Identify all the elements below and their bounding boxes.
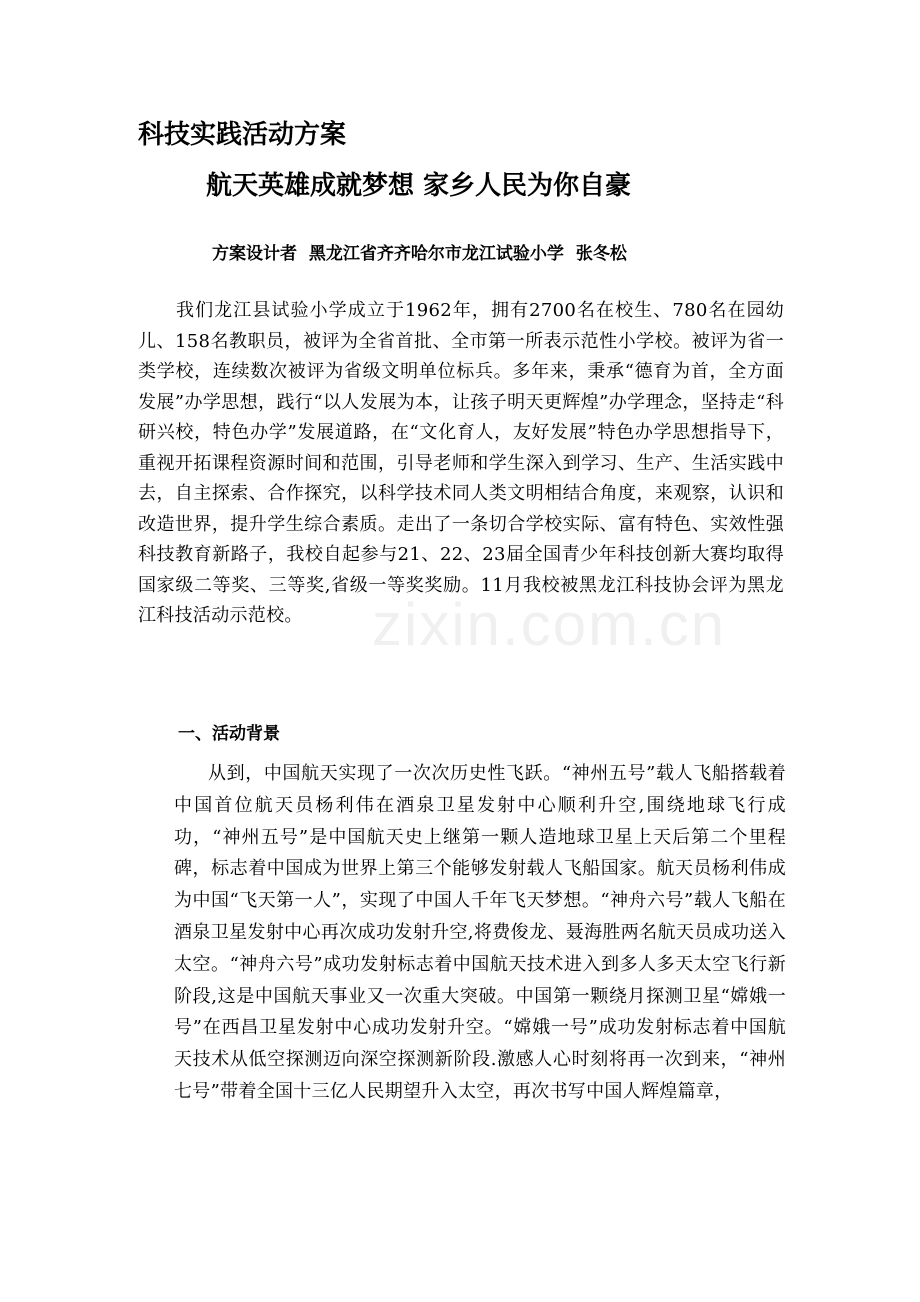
watermark: zixin.com.cn xyxy=(372,591,727,658)
document-subtitle: 航天英雄成就梦想 家乡人民为你自豪 xyxy=(206,171,632,201)
author-line xyxy=(212,241,633,267)
author-organization: 黑龙江省齐齐哈尔市龙江试验小学 xyxy=(308,244,564,264)
author-label: 方案设计者 xyxy=(212,244,297,264)
document-title: 科技实践活动方案 xyxy=(138,120,347,150)
intro-paragraph: 我们龙江县试验小学成立于1962年，拥有2700名在校生、780名在园幼儿、158名教职员，被评为全省首批、全市第一所表示范性小学校。被评为省一类学校，连续数次被评为省级文明单位标兵。多年来，秉承“德育为首，全方面发展”办学思想，践行“以人发展为本，让孩子明天更辉煌”办学理念，坚持走“科研兴校，特色办学”发展道路，在“文化育人，友好发展”特色办学思想指导下，重视开拓课程资源时间和范围，引导老师和学生深入到学习、生产、生活实践中去，自主探索、合作探究，以科学技术同人类文明相结合角度，来观察，认识和改造世界，提升学生综合素质。走出了一条切合学校实际、富有特色、实效性强科技教育新路子，我校自起参与21、22、23届全国青少年科技创新大赛均取得国家级二等奖、三等奖,省级一等奖奖励。11月我校被黑龙江科技协会评为黑龙江科技活动示范校。 xyxy=(138,300,784,626)
section-heading-background: 一、活动背景 xyxy=(178,724,280,744)
author-name: 张冬松 xyxy=(575,244,627,264)
background-paragraph: 从到，中国航天实现了一次次历史性飞跃。“神州五号”载人飞船搭载着中国首位航天员杨利伟在酒泉卫星发射中心顺利升空,围绕地球飞行成功，“神州五号”是中国航天史上继第一颗人造地球卫星上天后第二个里程碑，标志着中国成为世界上第三个能够发射载人飞船国家。航天员杨利伟成为中国“飞天第一人”，实现了中国人千年飞天梦想。“神舟六号”载人飞船在酒泉卫星发射中心再次成功发射升空,将费俊龙、聂海胜两名航天员成功送入太空。“神舟六号”成功发射标志着中国航天技术进入到多人多天太空飞行新阶段,这是中国航天事业又一次重大突破。中国第一颗绕月探测卫星“嫦娥一号”在西昌卫星发射中心成功发射升空。“嫦娥一号”成功发射标志着中国航天技术从低空探测迈向深空探测新阶段.激感人心时刻将再一次到来，“神州七号”带着全国十三亿人民期望升入太空，再次书写中国人辉煌篇章， xyxy=(174,763,786,1102)
